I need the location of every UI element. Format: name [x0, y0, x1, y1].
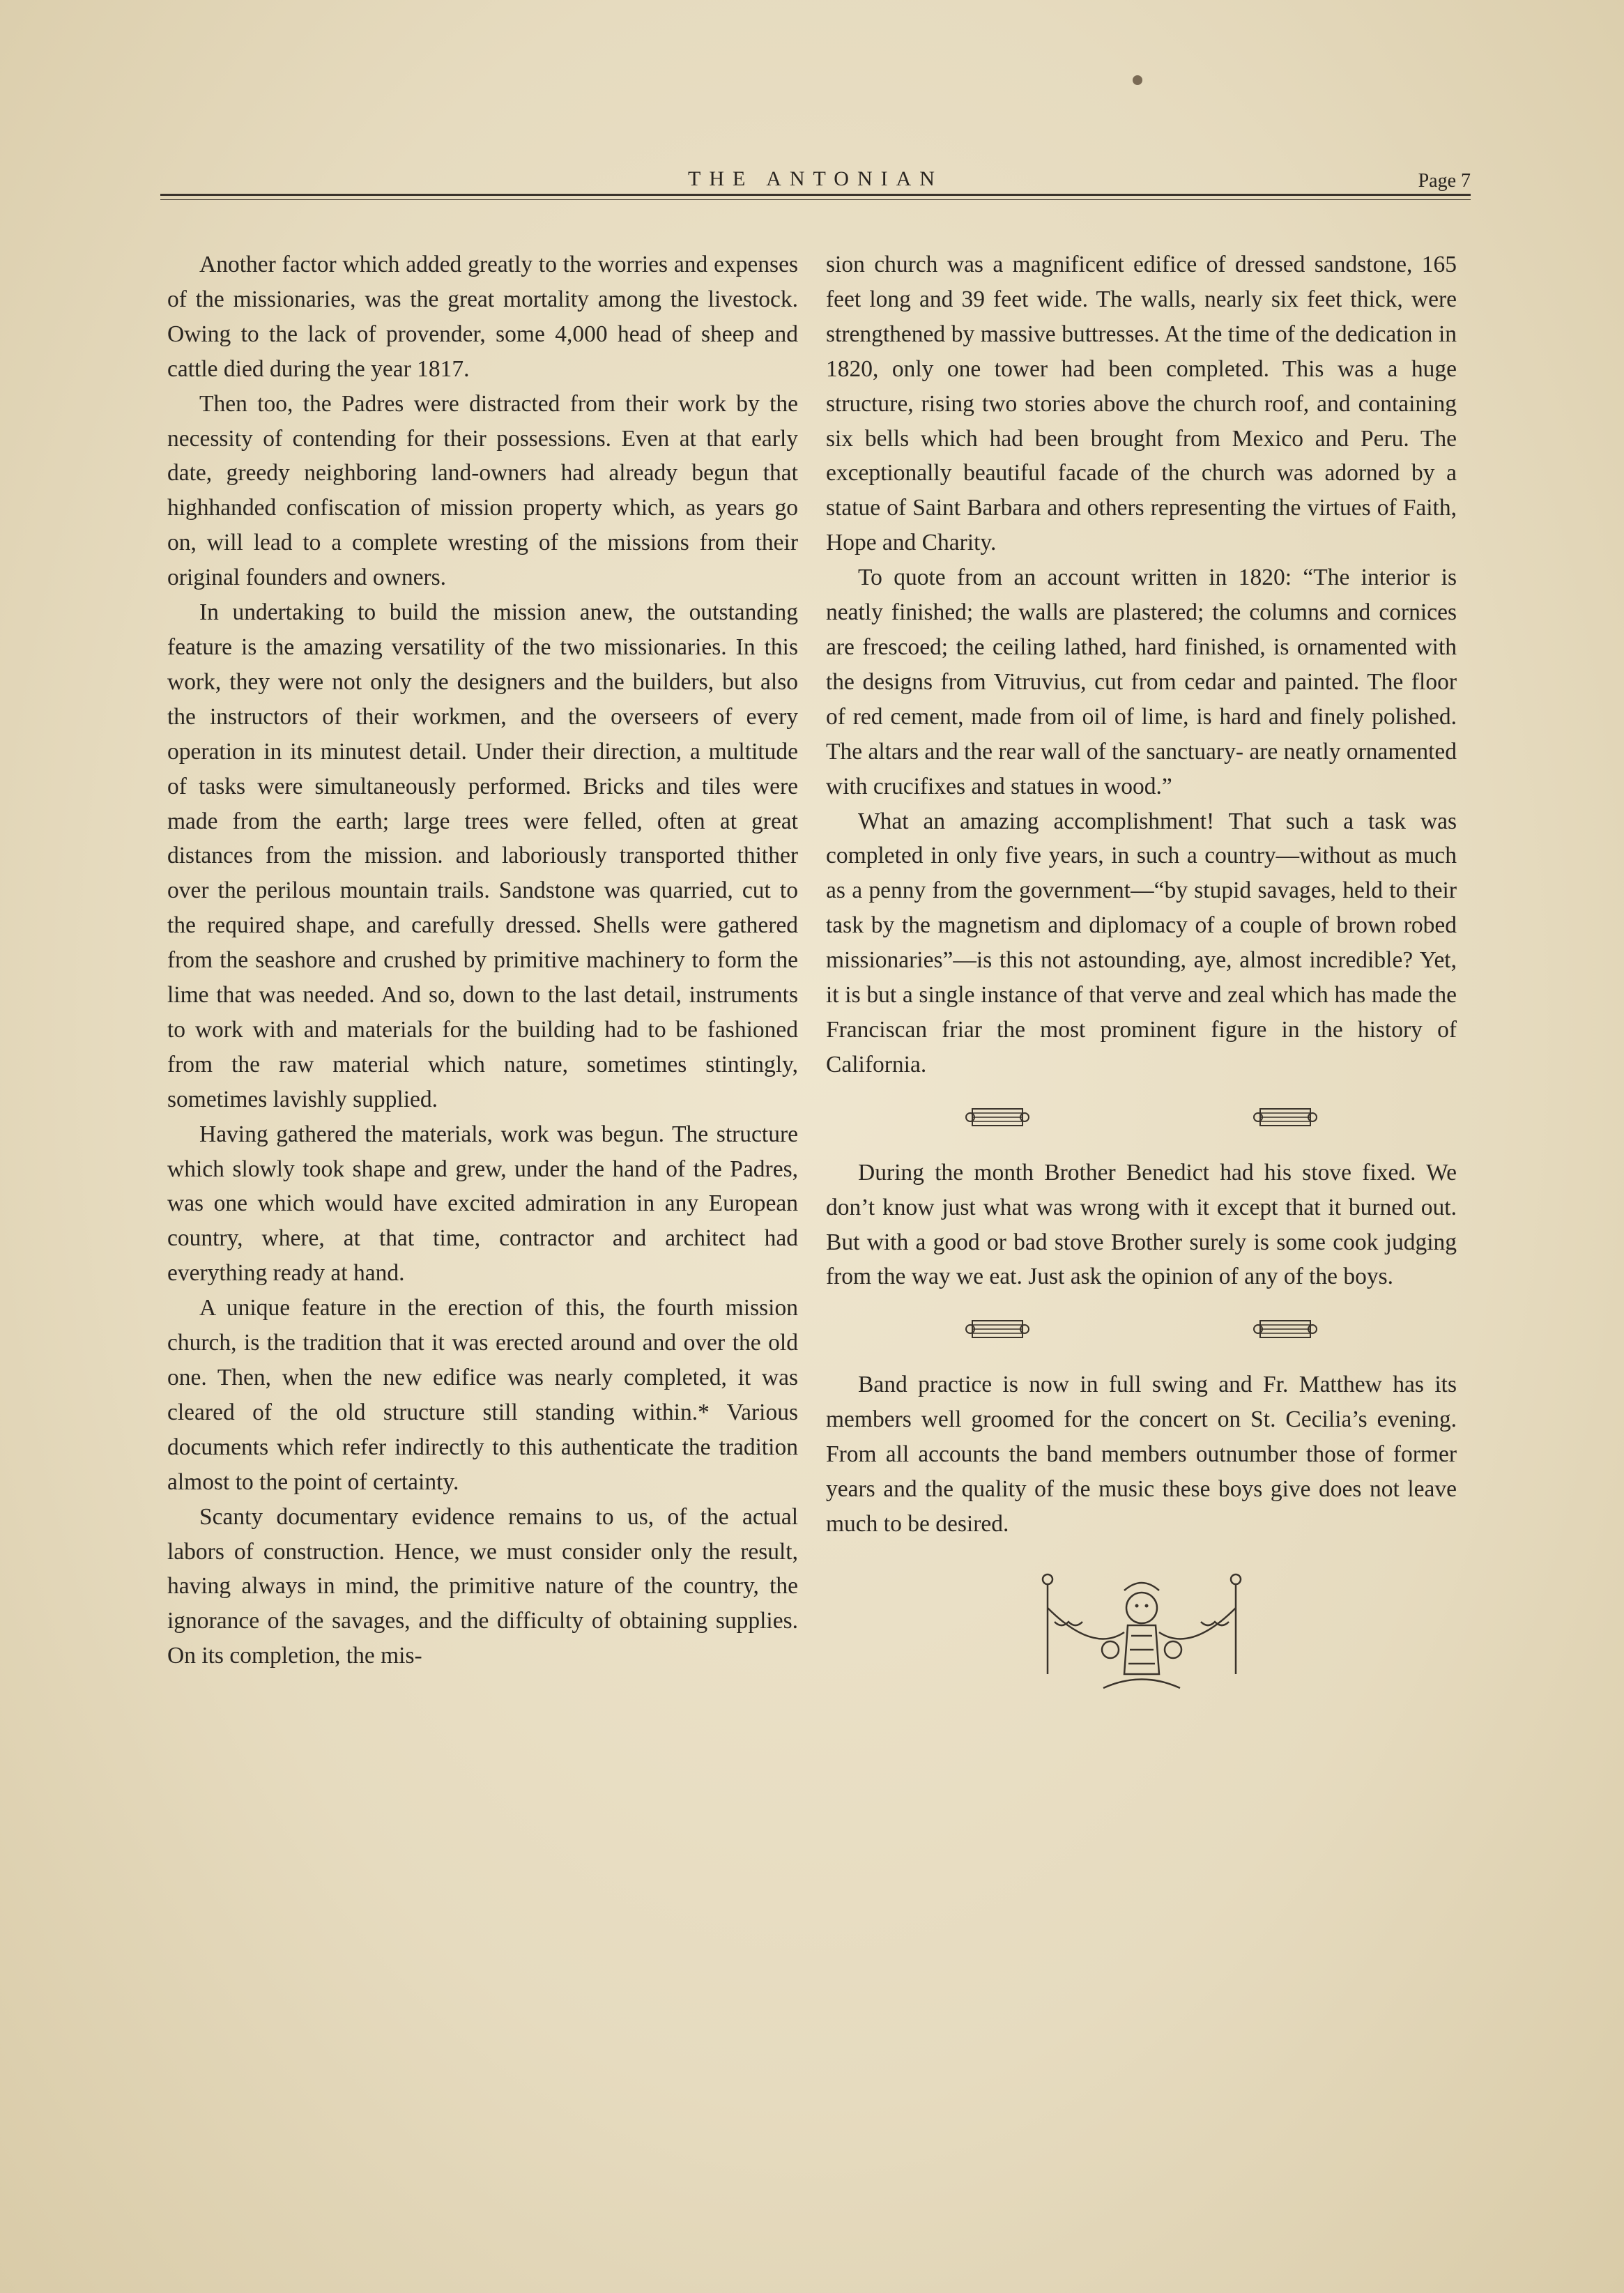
scroll-ornament-icon	[965, 1315, 1029, 1343]
paragraph: To quote from an account written in 1820: “The interior is neatly finished; the walls are plastered; the columns and cornices are frescoed; the ceiling lathed, hard finished, is ornamented with the designs from Vitruvius, cut from cedar and painted. The floor of red cement, made from oil of lime, is hard and finely polished. The altars and the rear wall of the sanctuary- are neatly ornamented with crucifixes and statues in wood.”	[826, 565, 1457, 799]
paragraph: A unique feature in the erection of this, the fourth mission church, is the tradition that it was erected around and over the old one. Then, when the new edifice was nearly completed, it was cleared of the old structure still standing within.* Various documents which refer indirectly to this authenticate the tradition almost to the point of certainty.	[167, 1295, 798, 1495]
left-column	[167, 247, 798, 1673]
paragraph: sion church was a magnificent edifice of dressed sandstone, 165 feet long and 39 feet wide. The walls, nearly six feet thick, were strengthened by massive buttresses. At the time of the dedication in 1820, only one tower had been completed. This was a huge structure, rising two stories above the church roof, and containing six bells which had been brought from Mexico and Peru. The exceptionally beautiful facade of the church was adorned by a statue of Saint Barbara and others representing the virtues of Faith, Hope and Charity.	[826, 252, 1457, 556]
news-note: During the month Brother Benedict had his stove fixed. We don’t know just what was wrong with it except that it burned out. But with a good or bad stove Brother surely is some cook judging from the way we eat. Just ask the opinion of any of the boys.	[826, 1159, 1457, 1290]
publication-title: THE ANTONIAN	[688, 167, 943, 190]
ornament-divider	[826, 1100, 1457, 1135]
scroll-ornament-icon	[965, 1103, 1029, 1131]
ornament-divider	[826, 1312, 1457, 1347]
paper-speck	[1133, 75, 1142, 85]
paragraph: Scanty documentary evidence remains to us, of the actual labors of construction. Hence, we must consider only the result, having always in mind, the primitive nature of the country, the ignorance of the savages, and the difficulty of obtaining supplies. On its completion, the mis-	[167, 1503, 798, 1669]
running-header	[160, 167, 1471, 195]
paragraph: In undertaking to build the mission anew, the outstanding feature is the amazing versatility of the two missionaries. In this work, they were not only the designers and the builders, but also the instructors of their workmen, and the overseers of every operation in its minutest detail. Under their direction, a multitude of tasks were simultaneously performed. Bricks and tiles were made from the earth; large trees were felled, often at great distances from the mission. and laboriously transported thither over the perilous mountain trails. Sandstone was quarried, cut to the required shape, and carefully dressed. Shells were gathered from the seashore and crushed by primitive machinery to form the lime that was needed. And so, down to the last detail, instruments to work with and materials for the building had to be fashioned from the raw material which nature, sometimes stintingly, sometimes lavishly supplied.	[167, 599, 798, 1112]
header-rule-thin	[160, 199, 1471, 200]
cherub-garland-vignette-icon	[1027, 1570, 1257, 1702]
news-note: Band practice is now in full swing and Fr. Matthew has its members well groomed for the concert on St. Cecilia’s evening. From all accounts the band members outnumber those of former years and the quality of the music these boys give does not leave much to be desired.	[826, 1372, 1457, 1537]
page-number: Page 7	[1418, 170, 1471, 192]
right-column	[826, 247, 1457, 1702]
paragraph: Another factor which added greatly to the worries and expenses of the missionaries, was the great mortality among the livestock. Owing to the lack of provender, some 4,000 head of sheep and cattle died during the year 1817.	[167, 252, 798, 382]
scroll-ornament-icon	[1253, 1103, 1317, 1131]
scroll-ornament-icon	[1253, 1315, 1317, 1343]
paragraph: Then too, the Padres were distracted from their work by the necessity of contending for their possessions. Even at that early date, greedy neighboring land-owners had already begun that highhanded confiscation of mission property which, as years go on, will lead to a complete wresting of the missions from their original founders and owners.	[167, 390, 798, 591]
header-rule	[160, 194, 1471, 196]
paragraph: Having gathered the materials, work was begun. The structure which slowly took shape and grew, under the hand of the Padres, was one which would have excited admiration in any European country, where, at that time, contractor and architect had everything ready at hand.	[167, 1121, 798, 1287]
paragraph: What an amazing accomplishment! That such a task was completed in only five years, in such a country—without as much as a penny from the government—“by stupid savages, held to their task by the magnetism and diplomacy of a couple of brown robed missionaries”—is this not astounding, aye, almost incredible? Yet, it is but a single instance of that verve and zeal which has made the Franciscan friar the most prominent figure in the history of California.	[826, 808, 1457, 1078]
